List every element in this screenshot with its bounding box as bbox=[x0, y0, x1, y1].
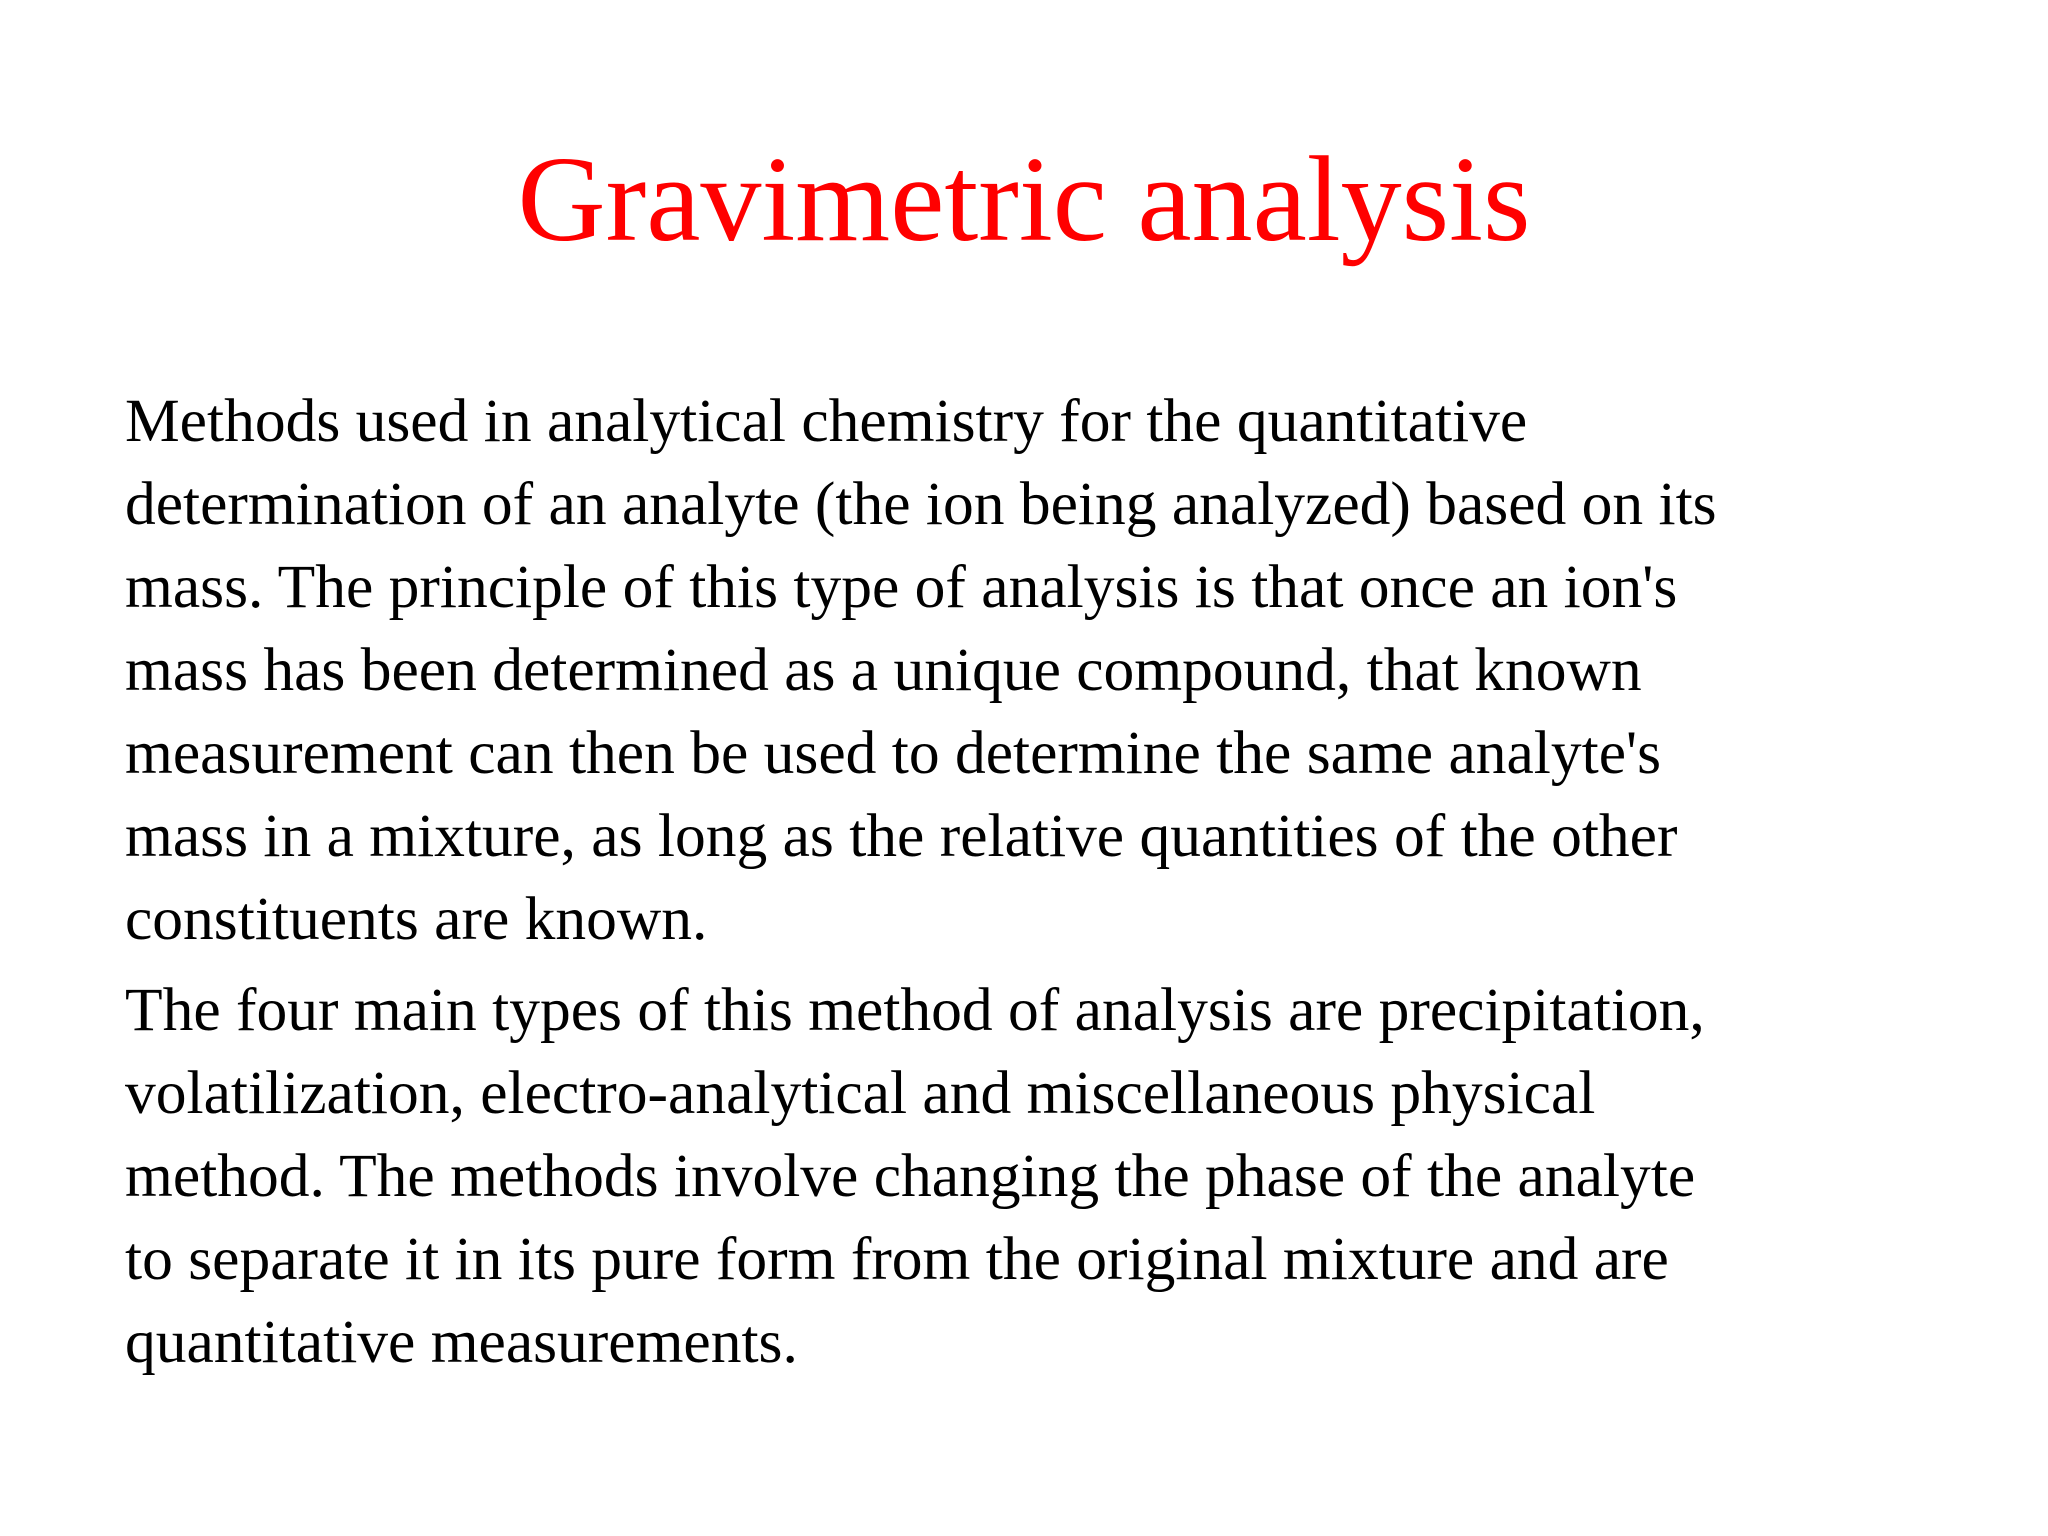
text-line: quantitative measurements. bbox=[125, 1308, 798, 1376]
text-line: mass. The principle of this type of analysis is that once an ion's bbox=[125, 553, 1678, 621]
text-line: mass has been determined as a unique compound, that known bbox=[125, 636, 1642, 704]
text-line: Methods used in analytical chemistry for the quantitative bbox=[125, 387, 1528, 455]
text-line: method. The methods involve changing the phase of the analyte bbox=[125, 1142, 1696, 1210]
paragraph-definition bbox=[125, 380, 1945, 961]
text-line: mass in a mixture, as long as the relative quantities of the other bbox=[125, 802, 1678, 870]
paragraph-types bbox=[125, 969, 1945, 1384]
text-line: to separate it in its pure form from the original mixture and are bbox=[125, 1225, 1669, 1293]
slide-body bbox=[125, 380, 1945, 1392]
text-line: The four main types of this method of analysis are precipitation, bbox=[125, 976, 1705, 1044]
text-line: volatilization, electro-analytical and miscellaneous physical bbox=[125, 1059, 1596, 1127]
text-line: constituents are known. bbox=[125, 885, 708, 953]
text-line: measurement can then be used to determine the same analyte's bbox=[125, 719, 1662, 787]
slide-title: Gravimetric analysis bbox=[517, 132, 1531, 267]
text-line: determination of an analyte (the ion being analyzed) based on its bbox=[125, 470, 1717, 538]
